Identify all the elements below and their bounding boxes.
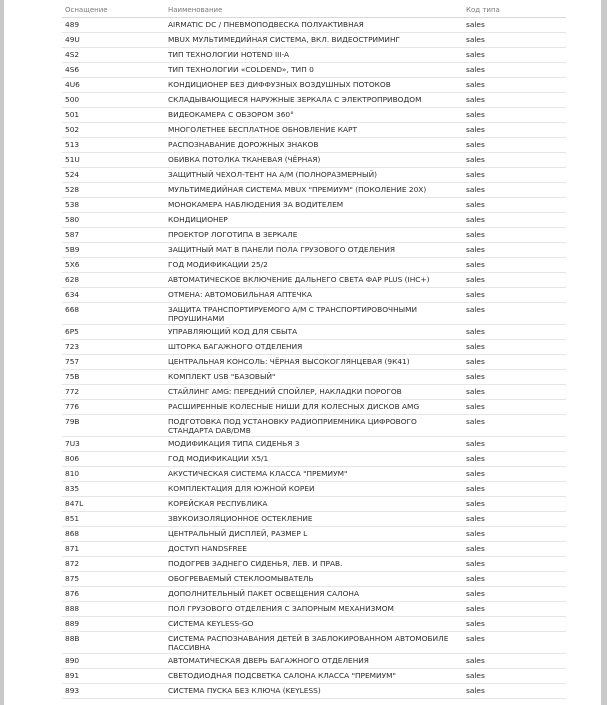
cell-type-code: sales [463,228,566,243]
cell-type-code: sales [463,168,566,183]
cell-equipment-code: 587 [62,228,165,243]
cell-type-code: sales [463,153,566,168]
cell-name: КОРЕЙСКАЯ РЕСПУБЛИКА [165,497,463,512]
cell-name: ГОД МОДИФИКАЦИИ 25/2 [165,258,463,273]
table-row [62,654,566,669]
cell-name: АВТОМАТИЧЕСКАЯ ДВЕРЬ БАГАЖНОГО ОТДЕЛЕНИЯ [165,654,463,669]
cell-name: ТИП ТЕХНОЛОГИИ «COLDEND», ТИП 0 [165,63,463,78]
cell-name: ВИДЕОКАМЕРА С ОБЗОРОМ 360° [165,108,463,123]
cell-equipment-code: 806 [62,452,165,467]
cell-type-code: sales [463,183,566,198]
cell-type-code: sales [463,654,566,669]
cell-name: КОНДИЦИОНЕР БЕЗ ДИФФУЗНЫХ ВОЗДУШНЫХ ПОТОКОВ [165,78,463,93]
cell-type-code: sales [463,542,566,557]
cell-type-code: sales [463,587,566,602]
document-page [4,0,601,705]
cell-type-code: sales [463,400,566,415]
cell-type-code: sales [463,632,566,654]
cell-type-code: sales [463,198,566,213]
table-body [62,18,566,699]
cell-equipment-code: 4U6 [62,78,165,93]
cell-name: MBUX МУЛЬТИМЕДИЙНАЯ СИСТЕМА, ВКЛ. ВИДЕОСТРИМИНГ [165,33,463,48]
cell-name: ПОДГОТОВКА ПОД УСТАНОВКУ РАДИОПРИЕМНИКА ЦИФРОВОГО СТАНДАРТА DAB/DMB [165,415,463,437]
cell-type-code: sales [463,138,566,153]
cell-type-code: sales [463,669,566,684]
cell-type-code: sales [463,415,566,437]
cell-name: МОНОКАМЕРА НАБЛЮДЕНИЯ ЗА ВОДИТЕЛЕМ [165,198,463,213]
header-name: Наименование [165,2,463,18]
cell-type-code: sales [463,48,566,63]
table-row [62,63,566,78]
cell-type-code: sales [463,108,566,123]
cell-equipment-code: 888 [62,602,165,617]
cell-type-code: sales [463,355,566,370]
cell-name: ШТОРКА БАГАЖНОГО ОТДЕЛЕНИЯ [165,340,463,355]
table-row [62,355,566,370]
table-row [62,512,566,527]
cell-type-code: sales [463,273,566,288]
cell-name: ЗАЩИТНЫЙ МАТ В ПАНЕЛИ ПОЛА ГРУЗОВОГО ОТДЕЛЕНИЯ [165,243,463,258]
table-row [62,684,566,699]
cell-name: МОДИФИКАЦИЯ ТИПА СИДЕНЬЯ 3 [165,437,463,452]
cell-type-code: sales [463,572,566,587]
cell-type-code: sales [463,602,566,617]
cell-type-code: sales [463,497,566,512]
cell-name: УПРАВЛЯЮЩИЙ КОД ДЛЯ СБЫТА [165,325,463,340]
cell-name: ПОДОГРЕВ ЗАДНЕГО СИДЕНЬЯ, ЛЕВ. И ПРАВ. [165,557,463,572]
table-row [62,243,566,258]
cell-name: ТИП ТЕХНОЛОГИИ HOTEND III-A [165,48,463,63]
cell-name: МНОГОЛЕТНЕЕ БЕСПЛАТНОЕ ОБНОВЛЕНИЕ КАРТ [165,123,463,138]
cell-name: ЗАЩИТНЫЙ ЧЕХОЛ-ТЕНТ НА А/М (ПОЛНОРАЗМЕРНЫЙ) [165,168,463,183]
header-type-code: Код типа [463,2,566,18]
table-row [62,228,566,243]
cell-equipment-code: 513 [62,138,165,153]
cell-name: ПРОЕКТОР ЛОГОТИПА В ЗЕРКАЛЕ [165,228,463,243]
cell-type-code: sales [463,303,566,325]
options-table [62,2,566,699]
cell-equipment-code: 772 [62,385,165,400]
table-row [62,415,566,437]
cell-type-code: sales [463,527,566,542]
cell-name: ОБОГРЕВАЕМЫЙ СТЕКЛООМЫВАТЕЛЬ [165,572,463,587]
cell-equipment-code: 524 [62,168,165,183]
cell-equipment-code: 51U [62,153,165,168]
cell-type-code: sales [463,288,566,303]
table-row [62,669,566,684]
cell-name: АВТОМАТИЧЕСКОЕ ВКЛЮЧЕНИЕ ДАЛЬНЕГО СВЕТА ФАР PLUS (IHC+) [165,273,463,288]
cell-type-code: sales [463,512,566,527]
table-row [62,78,566,93]
cell-equipment-code: 810 [62,467,165,482]
cell-type-code: sales [463,684,566,699]
cell-equipment-code: 88B [62,632,165,654]
table-row [62,325,566,340]
cell-equipment-code: 847L [62,497,165,512]
cell-type-code: sales [463,18,566,33]
cell-name: ГОД МОДИФИКАЦИИ X5/1 [165,452,463,467]
cell-equipment-code: 75B [62,370,165,385]
cell-equipment-code: 723 [62,340,165,355]
table-row [62,467,566,482]
cell-equipment-code: 776 [62,400,165,415]
table-row [62,198,566,213]
cell-equipment-code: 5B9 [62,243,165,258]
table-row [62,340,566,355]
cell-name: РАСПОЗНАВАНИЕ ДОРОЖНЫХ ЗНАКОВ [165,138,463,153]
cell-name: ОТМЕНА: АВТОМОБИЛЬНАЯ АПТЕЧКА [165,288,463,303]
cell-name: СТАЙЛИНГ AMG: ПЕРЕДНИЙ СПОЙЛЕР, НАКЛАДКИ ПОРОГОВ [165,385,463,400]
table-row [62,18,566,33]
table-row [62,123,566,138]
cell-name: ЦЕНТРАЛЬНАЯ КОНСОЛЬ: ЧЁРНАЯ ВЫСОКОГЛЯНЦЕВАЯ (9К41) [165,355,463,370]
table-row [62,602,566,617]
cell-equipment-code: 851 [62,512,165,527]
cell-type-code: sales [463,33,566,48]
cell-name: ПОЛ ГРУЗОВОГО ОТДЕЛЕНИЯ С ЗАПОРНЫМ МЕХАНИЗМОМ [165,602,463,617]
cell-type-code: sales [463,123,566,138]
cell-equipment-code: 757 [62,355,165,370]
cell-equipment-code: 538 [62,198,165,213]
table-row [62,258,566,273]
cell-equipment-code: 876 [62,587,165,602]
cell-type-code: sales [463,437,566,452]
cell-name: МУЛЬТИМЕДИЙНАЯ СИСТЕМА MBUX "ПРЕМИУМ" (ПОКОЛЕНИЕ 20X) [165,183,463,198]
cell-type-code: sales [463,482,566,497]
table-row [62,33,566,48]
table-row [62,497,566,512]
cell-type-code: sales [463,467,566,482]
table-row [62,385,566,400]
table-row [62,370,566,385]
cell-name: ОБИВКА ПОТОЛКА ТКАНЕВАЯ (ЧЁРНАЯ) [165,153,463,168]
cell-equipment-code: 489 [62,18,165,33]
cell-equipment-code: 6P5 [62,325,165,340]
cell-equipment-code: 890 [62,654,165,669]
cell-name: ЦЕНТРАЛЬНЫЙ ДИСПЛЕЙ, РАЗМЕР L [165,527,463,542]
cell-type-code: sales [463,213,566,228]
table-row [62,273,566,288]
cell-name: ЗАЩИТА ТРАНСПОРТИРУЕМОГО А/М С ТРАНСПОРТИРОВОЧНЫМИ ПРОУШИНАМИ [165,303,463,325]
cell-equipment-code: 668 [62,303,165,325]
cell-equipment-code: 7U3 [62,437,165,452]
table-row [62,168,566,183]
table-row [62,482,566,497]
table-row [62,527,566,542]
cell-type-code: sales [463,370,566,385]
cell-name: КОНДИЦИОНЕР [165,213,463,228]
cell-equipment-code: 79B [62,415,165,437]
table-row [62,400,566,415]
cell-name: КОМПЛЕКТ USB "БАЗОВЫЙ" [165,370,463,385]
table-row [62,183,566,198]
cell-equipment-code: 868 [62,527,165,542]
table-row [62,303,566,325]
table-row [62,587,566,602]
cell-equipment-code: 49U [62,33,165,48]
cell-type-code: sales [463,340,566,355]
cell-type-code: sales [463,385,566,400]
table-row [62,48,566,63]
cell-type-code: sales [463,93,566,108]
cell-equipment-code: 5X6 [62,258,165,273]
cell-equipment-code: 835 [62,482,165,497]
cell-equipment-code: 891 [62,669,165,684]
cell-equipment-code: 872 [62,557,165,572]
cell-equipment-code: 4S6 [62,63,165,78]
table-row [62,632,566,654]
cell-equipment-code: 634 [62,288,165,303]
cell-equipment-code: 580 [62,213,165,228]
cell-name: РАСШИРЕННЫЕ КОЛЕСНЫЕ НИШИ ДЛЯ КОЛЕСНЫХ ДИСКОВ AMG [165,400,463,415]
cell-name: ЗВУКОИЗОЛЯЦИОННОЕ ОСТЕКЛЕНИЕ [165,512,463,527]
cell-type-code: sales [463,557,566,572]
table-row [62,557,566,572]
cell-equipment-code: 871 [62,542,165,557]
cell-equipment-code: 893 [62,684,165,699]
table-row [62,437,566,452]
header-equipment: Оснащение [62,2,165,18]
table-row [62,572,566,587]
cell-name: СИСТЕМА ПУСКА БЕЗ КЛЮЧА (KEYLESS) [165,684,463,699]
cell-equipment-code: 4S2 [62,48,165,63]
table-row [62,542,566,557]
cell-type-code: sales [463,63,566,78]
cell-name: КОМПЛЕКТАЦИЯ ДЛЯ ЮЖНОЙ КОРЕИ [165,482,463,497]
cell-name: ДОПОЛНИТЕЛЬНЫЙ ПАКЕТ ОСВЕЩЕНИЯ САЛОНА [165,587,463,602]
table-row [62,288,566,303]
cell-type-code: sales [463,78,566,93]
cell-type-code: sales [463,617,566,632]
table-row [62,93,566,108]
cell-type-code: sales [463,325,566,340]
cell-name: СИСТЕМА РАСПОЗНАВАНИЯ ДЕТЕЙ В ЗАБЛОКИРОВАННОМ АВТОМОБИЛЕ ПАССИВНА [165,632,463,654]
cell-equipment-code: 889 [62,617,165,632]
cell-equipment-code: 501 [62,108,165,123]
table-header-row [62,2,566,18]
cell-name: AIRMATIC DC / ПНЕВМОПОДВЕСКА ПОЛУАКТИВНАЯ [165,18,463,33]
table-row [62,617,566,632]
table-row [62,153,566,168]
table-row [62,452,566,467]
cell-type-code: sales [463,452,566,467]
table-row [62,213,566,228]
cell-name: АКУСТИЧЕСКАЯ СИСТЕМА КЛАССА "ПРЕМИУМ" [165,467,463,482]
cell-name: СИСТЕМА KEYLESS-GO [165,617,463,632]
cell-equipment-code: 875 [62,572,165,587]
cell-name: ДОСТУП HANDSFREE [165,542,463,557]
cell-type-code: sales [463,258,566,273]
cell-name: СКЛАДЫВАЮЩИЕСЯ НАРУЖНЫЕ ЗЕРКАЛА С ЭЛЕКТРОПРИВОДОМ [165,93,463,108]
table-row [62,138,566,153]
cell-equipment-code: 502 [62,123,165,138]
cell-name: СВЕТОДИОДНАЯ ПОДСВЕТКА САЛОНА КЛАССА "ПРЕМИУМ" [165,669,463,684]
cell-type-code: sales [463,243,566,258]
table-row [62,108,566,123]
cell-equipment-code: 628 [62,273,165,288]
cell-equipment-code: 500 [62,93,165,108]
cell-equipment-code: 528 [62,183,165,198]
